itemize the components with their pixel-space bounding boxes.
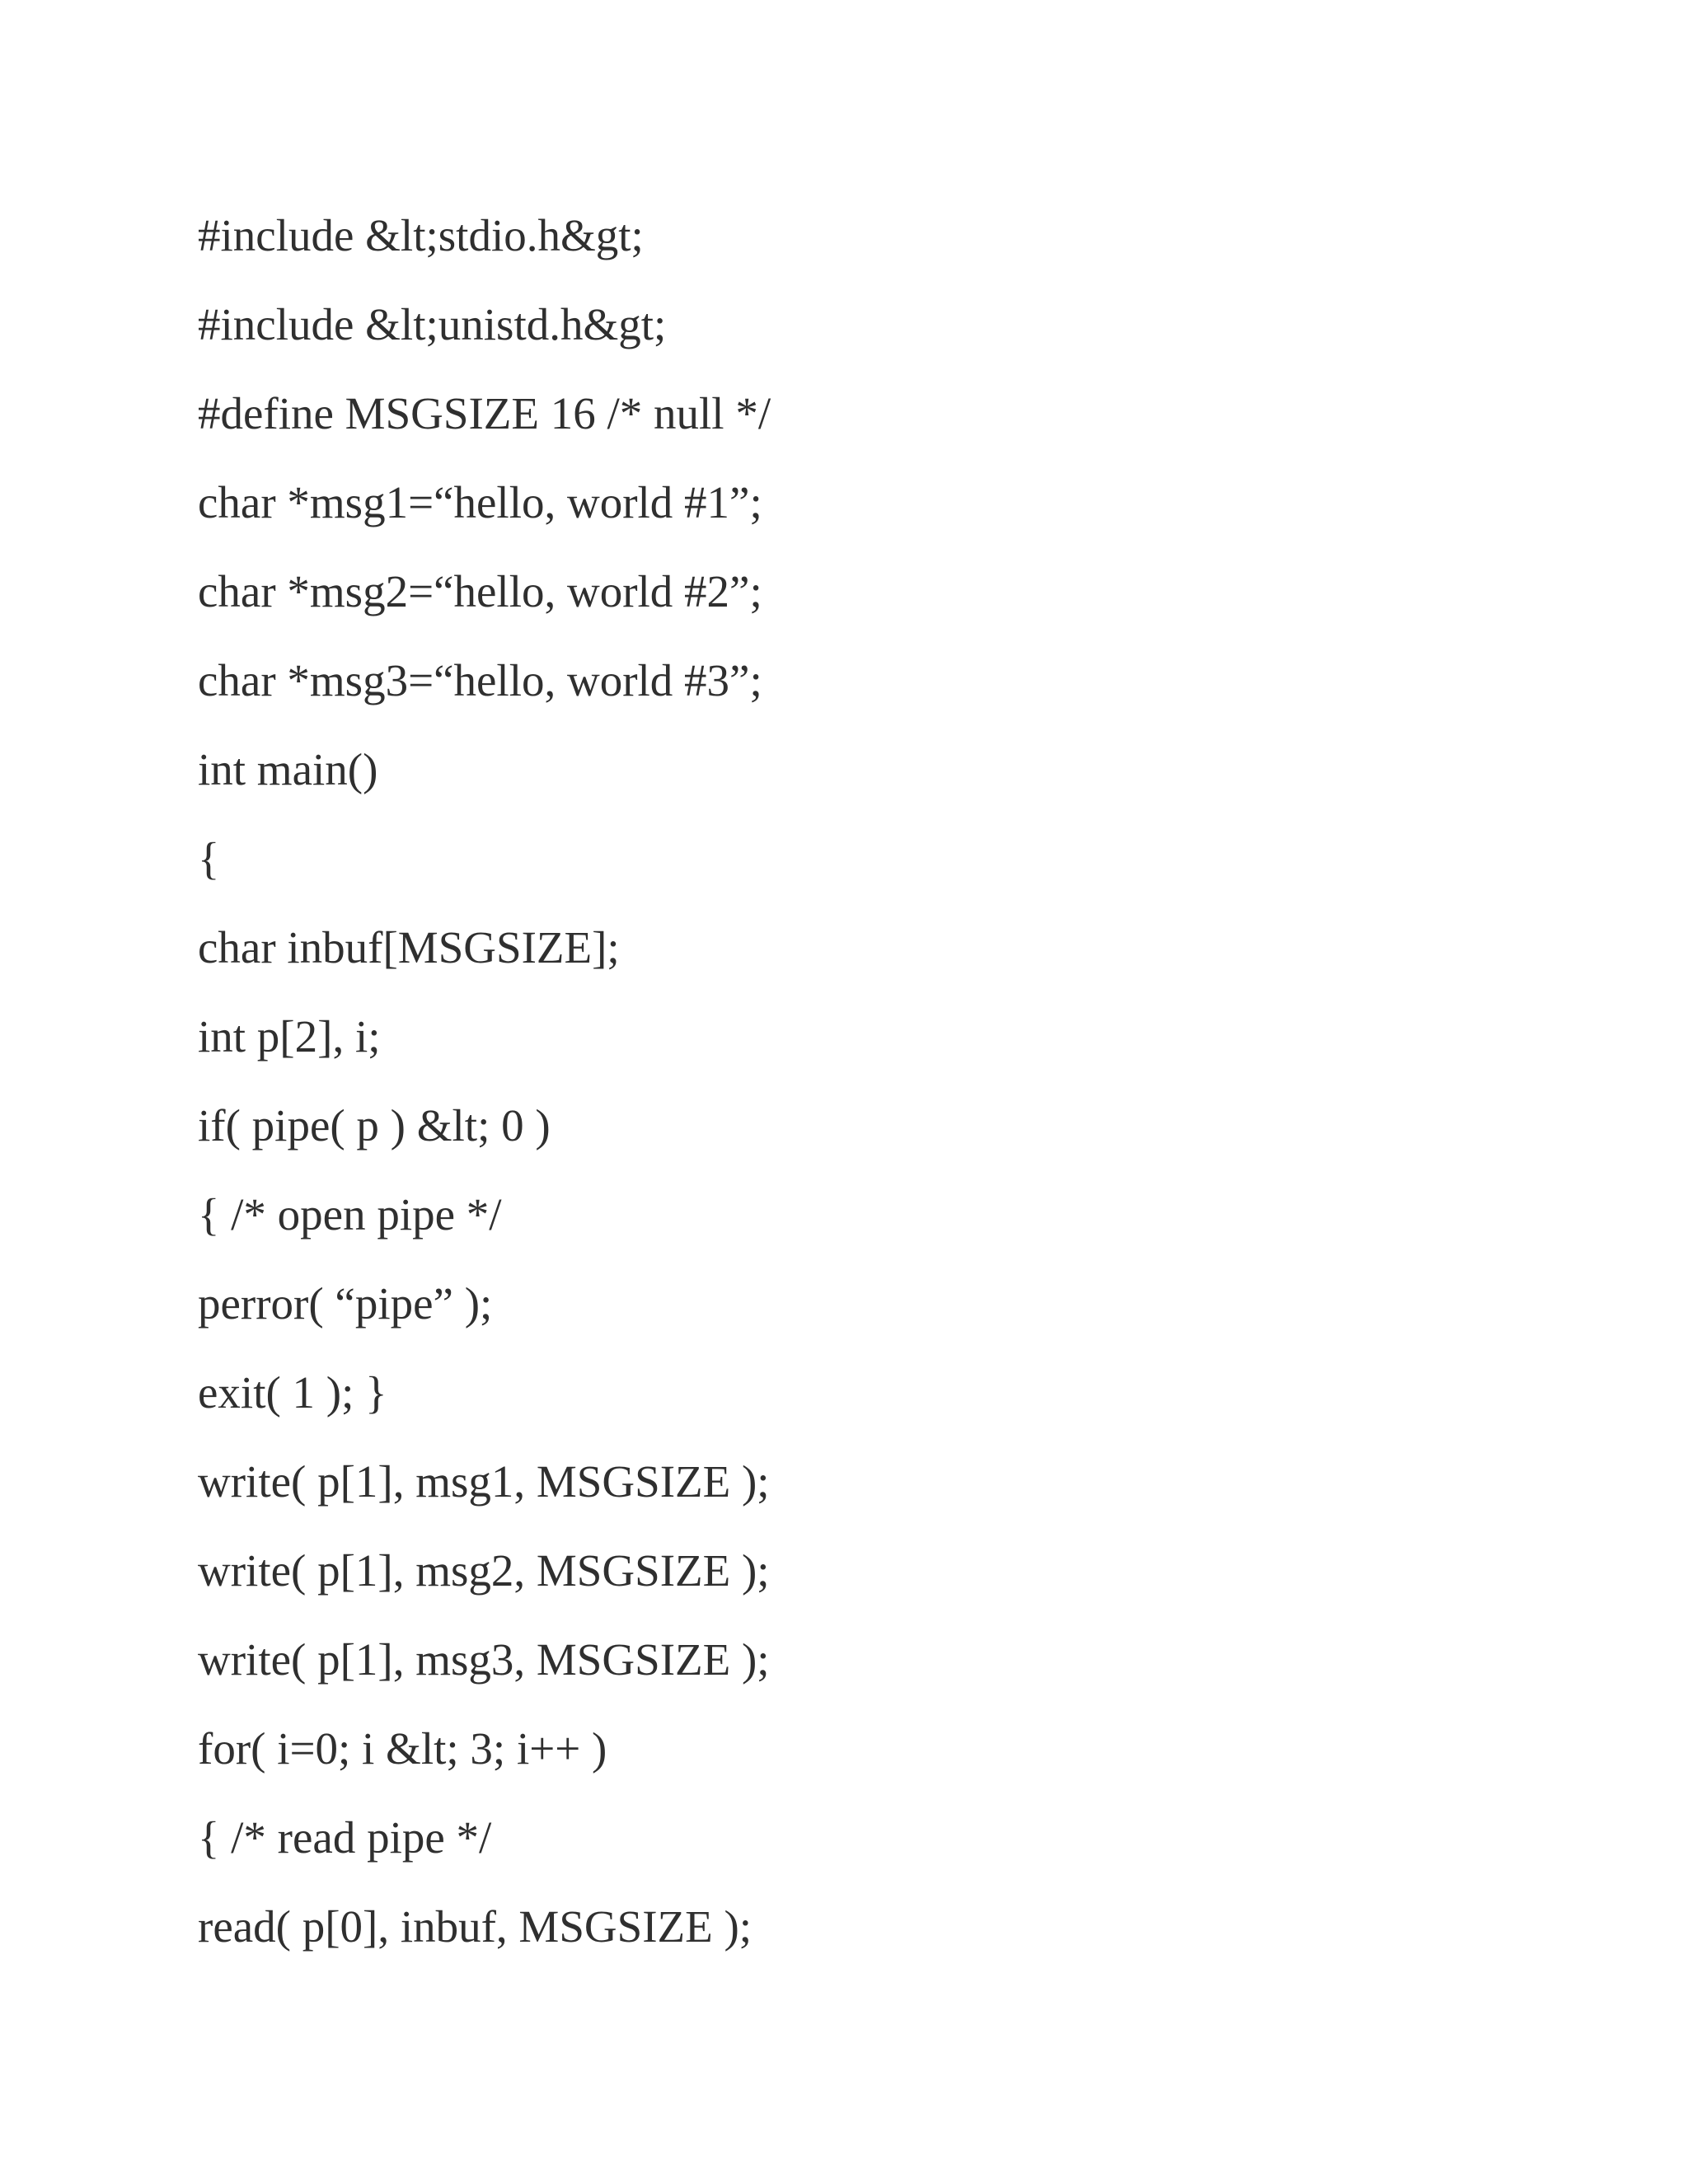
code-line: char *msg2=“hello, world #2”; xyxy=(198,566,762,616)
code-listing xyxy=(198,191,771,1971)
code-line: write( p[1], msg2, MSGSIZE ); xyxy=(198,1545,770,1596)
code-line: write( p[1], msg3, MSGSIZE ); xyxy=(198,1634,770,1685)
code-line: exit( 1 ); } xyxy=(198,1367,387,1418)
code-line: int p[2], i; xyxy=(198,1011,381,1062)
code-line: { /* open pipe */ xyxy=(198,1189,502,1240)
code-line: int main() xyxy=(198,744,378,794)
code-line: write( p[1], msg1, MSGSIZE ); xyxy=(198,1456,770,1507)
code-line: if( pipe( p ) &lt; 0 ) xyxy=(198,1100,551,1151)
code-line: char *msg3=“hello, world #3”; xyxy=(198,655,762,705)
code-line: { /* read pipe */ xyxy=(198,1812,492,1863)
code-line: char *msg1=“hello, world #1”; xyxy=(198,477,762,527)
code-line: perror( “pipe” ); xyxy=(198,1278,493,1329)
code-line: #include &lt;unistd.h&gt; xyxy=(198,299,667,349)
code-line: char inbuf[MSGSIZE]; xyxy=(198,922,620,972)
code-line: { xyxy=(198,833,220,883)
code-line: #define MSGSIZE 16 /* null */ xyxy=(198,388,771,438)
code-line: for( i=0; i &lt; 3; i++ ) xyxy=(198,1723,607,1774)
code-line: #include &lt;stdio.h&gt; xyxy=(198,210,644,260)
code-line: read( p[0], inbuf, MSGSIZE ); xyxy=(198,1901,753,1952)
